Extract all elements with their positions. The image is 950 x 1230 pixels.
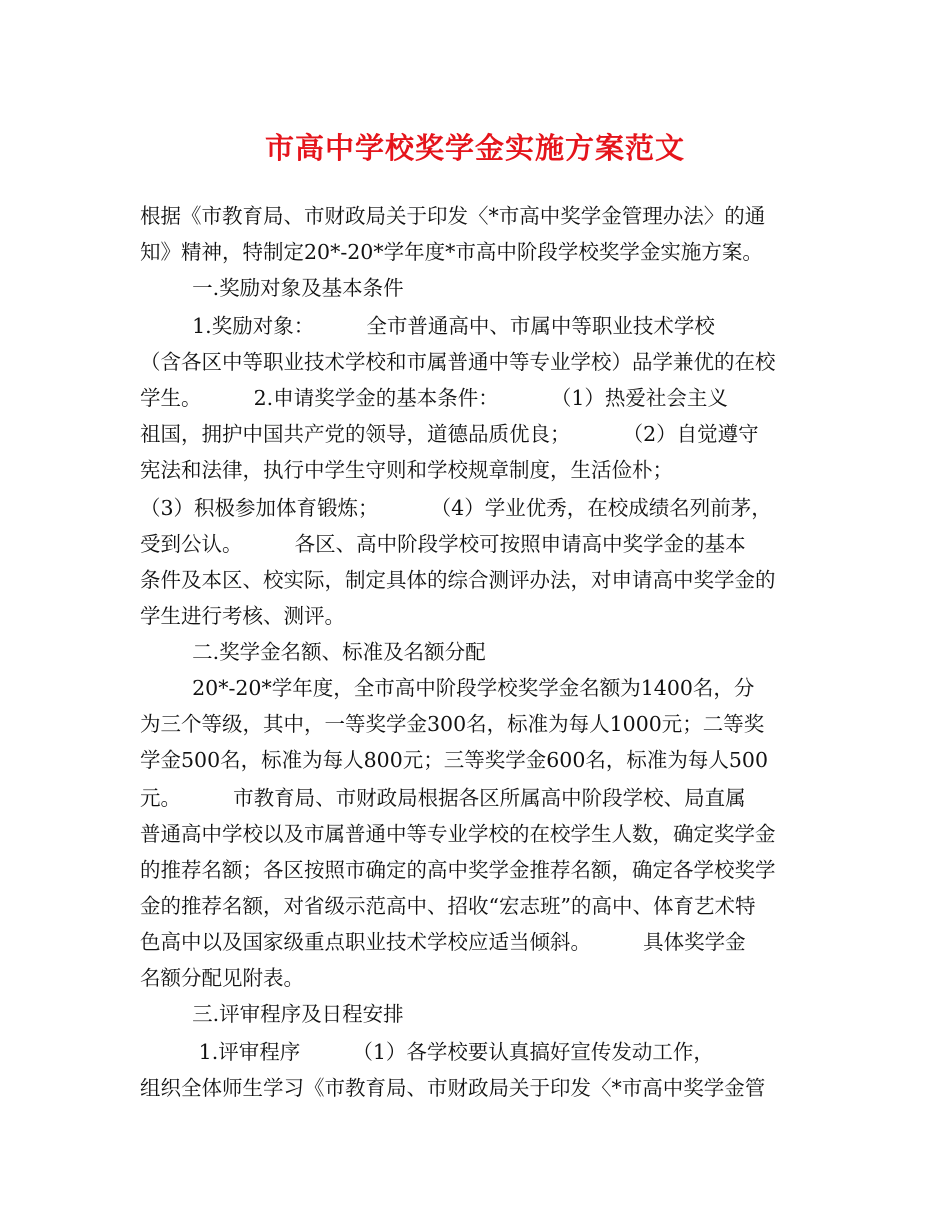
paragraph-line: 金的推荐名额，对省级示范高中、招收“宏志班”的高中、体育艺术特: [140, 894, 756, 918]
paragraph-line: 学生。 2.申请奖学金的基本条件： （1）热爱社会主义: [140, 386, 728, 410]
paragraph-line: 1.奖励对象： 全市普通高中、市属中等职业技术学校: [140, 314, 715, 338]
paragraph-line: 受到公认。 各区、高中阶段学校可按照申请高中奖学金的基本: [140, 532, 746, 556]
paragraph-line: 三.评审程序及日程安排: [140, 1002, 404, 1026]
paragraph-line: 学金500名，标准为每人800元；三等奖学金600名，标准为每人500: [140, 748, 769, 772]
paragraph-line: 一.奖励对象及基本条件: [140, 276, 404, 300]
paragraph-line: 色高中以及国家级重点职业技术学校应适当倾斜。 具体奖学金: [140, 930, 746, 954]
paragraph-line: 普通高中学校以及市属普通中等专业学校的在校学生人数，确定奖学金: [140, 822, 776, 846]
paragraph-line: 20*-20*学年度，全市高中阶段学校奖学金名额为1400名，分: [140, 676, 755, 700]
paragraph-line: 的推荐名额；各区按照市确定的高中奖学金推荐名额，确定各学校奖学: [140, 858, 776, 882]
paragraph-line: 名额分配见附表。: [140, 966, 304, 990]
paragraph-line: 条件及本区、校实际，制定具体的综合测评办法，对申请高中奖学金的: [140, 568, 776, 592]
paragraph-line: 知》精神，特制定20*-20*学年度*市高中阶段学校奖学金实施方案。: [140, 240, 763, 264]
paragraph-line: 宪法和法律，执行中学生守则和学校规章制度，生活俭朴；: [140, 458, 673, 482]
paragraph-line: 二.奖学金名额、标准及名额分配: [140, 640, 486, 664]
paragraph-line: 根据《市教育局、市财政局关于印发〈*市高中奖学金管理办法〉的通: [140, 204, 766, 228]
paragraph-line: 为三个等级，其中，一等奖学金300名，标准为每人1000元；二等奖: [140, 712, 765, 736]
paragraph-line: 组织全体师生学习《市教育局、市财政局关于印发〈*市高中奖学金管: [140, 1076, 766, 1100]
paragraph-line: 祖国，拥护中国共产党的领导，道德品质优良； （2）自觉遵守: [140, 422, 759, 446]
paragraph-line: （含各区中等职业技术学校和市属普通中等专业学校）品学兼优的在校: [140, 350, 776, 374]
paragraph-line: 元。 市教育局、市财政局根据各区所属高中阶段学校、局直属: [140, 786, 746, 810]
paragraph-line: （3）积极参加体育锻炼； （4）学业优秀，在校成绩名列前茅，: [140, 496, 772, 520]
paragraph-line: 学生进行考核、测评。: [140, 604, 345, 628]
paragraph-line: 1.评审程序 （1）各学校要认真搞好宣传发动工作，: [140, 1040, 714, 1064]
document-title: 市高中学校奖学金实施方案范文: [264, 131, 685, 165]
